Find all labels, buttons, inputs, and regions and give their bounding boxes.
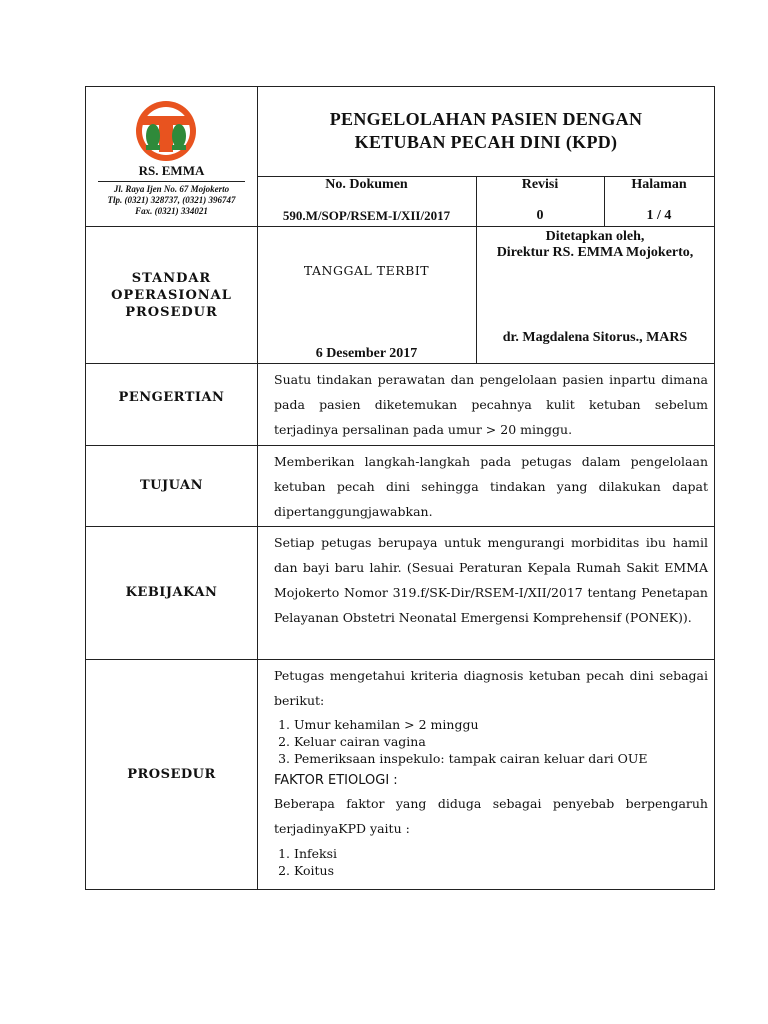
kebijakan-label: KEBIJAKAN — [125, 585, 218, 600]
prosedur-intro: Petugas mengetahui kriteria diagnosis ketuban pecah dini sebagai berikut: — [274, 668, 708, 708]
divider — [86, 226, 714, 227]
title-line: PENGELOLAHAN PASIEN DENGAN — [329, 109, 643, 129]
list-item: 1. Umur kehamilan > 2 minggu — [294, 716, 708, 733]
list-item: 1. Infeksi — [294, 845, 708, 862]
tujuan-text: Memberikan langkah-langkah pada petugas dalam pengelolaan ketuban pecah dini sehingga tindakan yang dilakukan dapat dipertanggungjawabkan. — [274, 454, 708, 519]
pengertian-text: Suatu tindakan perawatan dan pengelolaan pasien inpartu dimana pada pasien diketemukan pecahnya kulit ketuban sebelum terjadinya persalinan pada umur > 20 minggu. — [274, 372, 708, 437]
address-line: Tlp. (0321) 328737, (0321) 396747 — [107, 195, 236, 205]
prosedur-content — [274, 663, 708, 879]
divider — [86, 526, 714, 527]
doc-number-label: No. Dokumen — [325, 177, 408, 192]
sop-label-line: OPERASIONAL — [111, 288, 232, 303]
divider — [86, 445, 714, 446]
sop-label-line: PROSEDUR — [125, 305, 218, 320]
tanggal-terbit-value: 6 Desember 2017 — [315, 346, 418, 361]
faktor-intro: Beberapa faktor yang diduga sebagai penyebab berpengaruh terjadinyaKPD yaitu : — [274, 796, 708, 836]
hospital-logo — [134, 99, 198, 163]
revisi-label: Revisi — [521, 177, 559, 192]
divider — [86, 363, 714, 364]
kebijakan-text: Setiap petugas berupaya untuk mengurangi morbiditas ibu hamil dan bayi baru lahir. (Sesuai Peraturan Kepala Rumah Sakit EMMA Mojokerto Nomor 319.f/SK-Dir/RSEM-I/XII/2017 tentang Penetapan Pelayanan Obstetri Neonatal Emergensi Komprehensif (PONEK)). — [274, 535, 708, 625]
prosedur-list — [274, 716, 708, 767]
signatory-name: dr. Magdalena Sitorus., MARS — [502, 330, 688, 345]
pengertian-label: PENGERTIAN — [118, 390, 225, 405]
divider — [98, 181, 245, 182]
ditetapkan-line: Ditetapkan oleh, — [545, 229, 645, 244]
address-line: Fax. (0321) 334021 — [135, 206, 208, 216]
sop-document — [85, 86, 715, 890]
prosedur-label: PROSEDUR — [127, 767, 216, 782]
tujuan-label: TUJUAN — [139, 478, 204, 493]
halaman-value: 1 / 4 — [646, 208, 672, 223]
list-item: 3. Pemeriksaan inspekulo: tampak cairan keluar dari OUE — [294, 750, 708, 767]
sop-label-line: STANDAR — [131, 271, 212, 286]
ditetapkan-line: Direktur RS. EMMA Mojokerto, — [496, 245, 694, 260]
list-item: 2. Keluar cairan vagina — [294, 733, 708, 750]
ditetapkan-block — [476, 229, 714, 261]
list-item: 2. Koitus — [294, 862, 708, 879]
divider — [86, 659, 714, 660]
faktor-heading: FAKTOR ETIOLOGI : — [274, 773, 398, 788]
title-line: KETUBAN PECAH DINI (KPD) — [354, 132, 618, 152]
address-line: Jl. Raya Ijen No. 67 Mojokerto — [113, 184, 230, 194]
halaman-label: Halaman — [631, 177, 687, 192]
hospital-address — [86, 184, 257, 217]
faktor-list — [274, 845, 708, 879]
doc-number-value: 590.M/SOP/RSEM-I/XII/2017 — [282, 208, 451, 223]
revisi-value: 0 — [536, 208, 544, 223]
divider — [257, 363, 258, 889]
document-title — [257, 108, 715, 154]
hospital-name: RS. EMMA — [138, 163, 205, 178]
tanggal-terbit-label: TANGGAL TERBIT — [303, 263, 430, 278]
sop-label — [86, 270, 257, 321]
